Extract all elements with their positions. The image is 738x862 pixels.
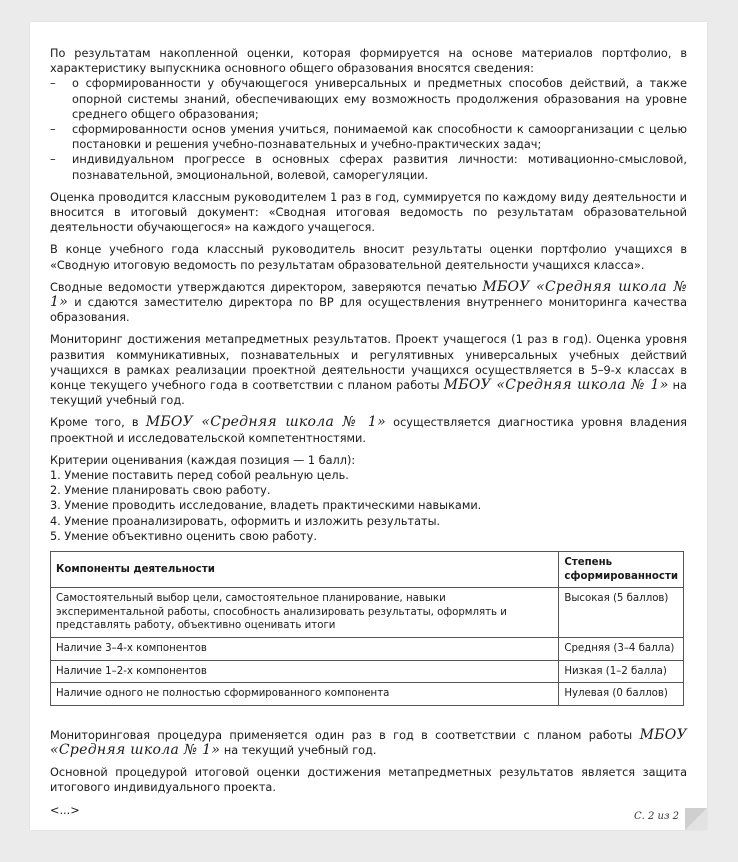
- table-cell: Высокая (5 баллов): [559, 588, 684, 638]
- page-number: С. 2 из 2: [634, 811, 679, 822]
- school-name: МБОУ «Средняя школа № 1»: [145, 414, 386, 431]
- list-item: 3. Умение проводить исследование, владеть практическими навыками.: [50, 499, 482, 513]
- diagnostics-text-start: Кроме того, в: [50, 416, 139, 430]
- end-of-year-paragraph: В конце учебного года классный руководитель вносит результаты оценки портфолио учащихся в «Сводную итоговую ведомость по результатам образовательной деятельности учащихся класса».: [50, 243, 687, 272]
- list-item: 5. Умение объективно оценить свою работу.: [50, 529, 317, 543]
- document-body: [50, 46, 687, 825]
- criteria-heading: Критерии оценивания (каждая позиция — 1 балл):: [50, 453, 356, 467]
- ellipsis: <...>: [50, 803, 80, 817]
- approval-text-end: и сдаются заместителю директора по ВР для осуществления внутреннего мониторинга качества образования.: [50, 296, 687, 325]
- diagnostics-text-end: осуществляется диагностика уровня владения проектной и исследовательской компетентностями.: [50, 416, 687, 445]
- criteria-list: [50, 453, 687, 544]
- approval-paragraph: [50, 280, 687, 326]
- table-row: [51, 683, 684, 706]
- monitoring-paragraph: [50, 332, 687, 408]
- table-cell: Нулевая (0 баллов): [559, 683, 684, 706]
- diagnostics-paragraph: [50, 415, 687, 445]
- school-name: МБОУ «Средняя школа № 1»: [50, 278, 688, 311]
- intro-list: [50, 76, 687, 182]
- page-corner-fold: [685, 808, 707, 830]
- school-name: МБОУ «Средняя школа № 1»: [50, 726, 687, 759]
- criteria-table: [50, 551, 684, 706]
- table-header-row: [51, 552, 684, 588]
- column-header: Степень сформированности: [559, 552, 684, 588]
- list-item: 4. Умение проанализировать, оформить и изложить результаты.: [50, 514, 441, 528]
- list-item: – сформированности основ умения учиться, понимаемой как способности к самоорганизации с целью постановки и решения учебно-познавательных и учебно-практических задач;: [50, 122, 687, 152]
- list-item: – о сформированности у обучающегося универсальных и предметных способов действий, а также опорной системы знаний, обеспечивающих ему возможность продолжения образования на уровне среднего общего образования;: [50, 76, 687, 122]
- table-cell: Наличие одного не полностью сформированного компонента: [51, 683, 559, 706]
- assessment-paragraph: Оценка проводится классным руководителем 1 раз в год, суммируется по каждому виду деятельности и вносится в итоговый документ: «Сводная итоговая ведомость по результатам образовательной деятельности обучающегося» на каждого учащегося.: [50, 190, 687, 235]
- list-item: 1. Умение поставить перед собой реальную цель.: [50, 469, 349, 483]
- table-cell: Самостоятельный выбор цели, самостоятельное планирование, навыки экспериментальной работы, способность анализировать результаты, оформлять и представлять работу, объективно оценивать итоги: [51, 588, 559, 638]
- school-name: МБОУ «Средняя школа № 1»: [443, 377, 669, 394]
- procedure-text-end: на текущий учебный год.: [223, 744, 377, 758]
- table-row: [51, 588, 684, 638]
- list-item: – индивидуальном прогрессе в основных сферах развития личности: мотивационно-смысловой, познавательной, эмоциональной, волевой, саморегуляции.: [50, 152, 687, 182]
- table-cell: Наличие 3–4-х компонентов: [51, 638, 559, 661]
- document-page: [30, 22, 707, 830]
- column-header: Компоненты деятельности: [51, 552, 559, 588]
- table-cell: Наличие 1–2-х компонентов: [51, 660, 559, 683]
- table-row: [51, 638, 684, 661]
- approval-text-start: Сводные ведомости утверждаются директором, заверяются печатью: [50, 280, 478, 294]
- table-row: [51, 660, 684, 683]
- final-paragraph: Основной процедурой итоговой оценки достижения метапредметных результатов является защита итогового индивидуального проекта.: [50, 766, 687, 795]
- table-cell: Средняя (3–4 балла): [559, 638, 684, 661]
- table-cell: Низкая (1–2 балла): [559, 660, 684, 683]
- procedure-paragraph: [50, 728, 687, 758]
- intro-paragraph: По результатам накопленной оценки, которая формируется на основе материалов портфолио, в характеристику выпускника основного общего образования вносятся сведения:: [50, 47, 687, 76]
- monitoring-text-end: на текущий учебный год.: [50, 379, 687, 408]
- procedure-text-start: Мониторинговая процедура применяется один раз в год в соответствии с планом работы: [50, 728, 633, 742]
- list-item: 2. Умение планировать свою работу.: [50, 484, 271, 498]
- monitoring-text-start: Мониторинг достижения метапредметных результатов. Проект учащегося (1 раз в год). Оценка уровня развития коммуникативных, познавательных и регулятивных универсальных учебных действий учащихся в рамках реализации проектной деятельности учащихся осуществляется в 5–9-х классах в конце текущего учебного года в соответствии с планом работы: [50, 333, 687, 393]
